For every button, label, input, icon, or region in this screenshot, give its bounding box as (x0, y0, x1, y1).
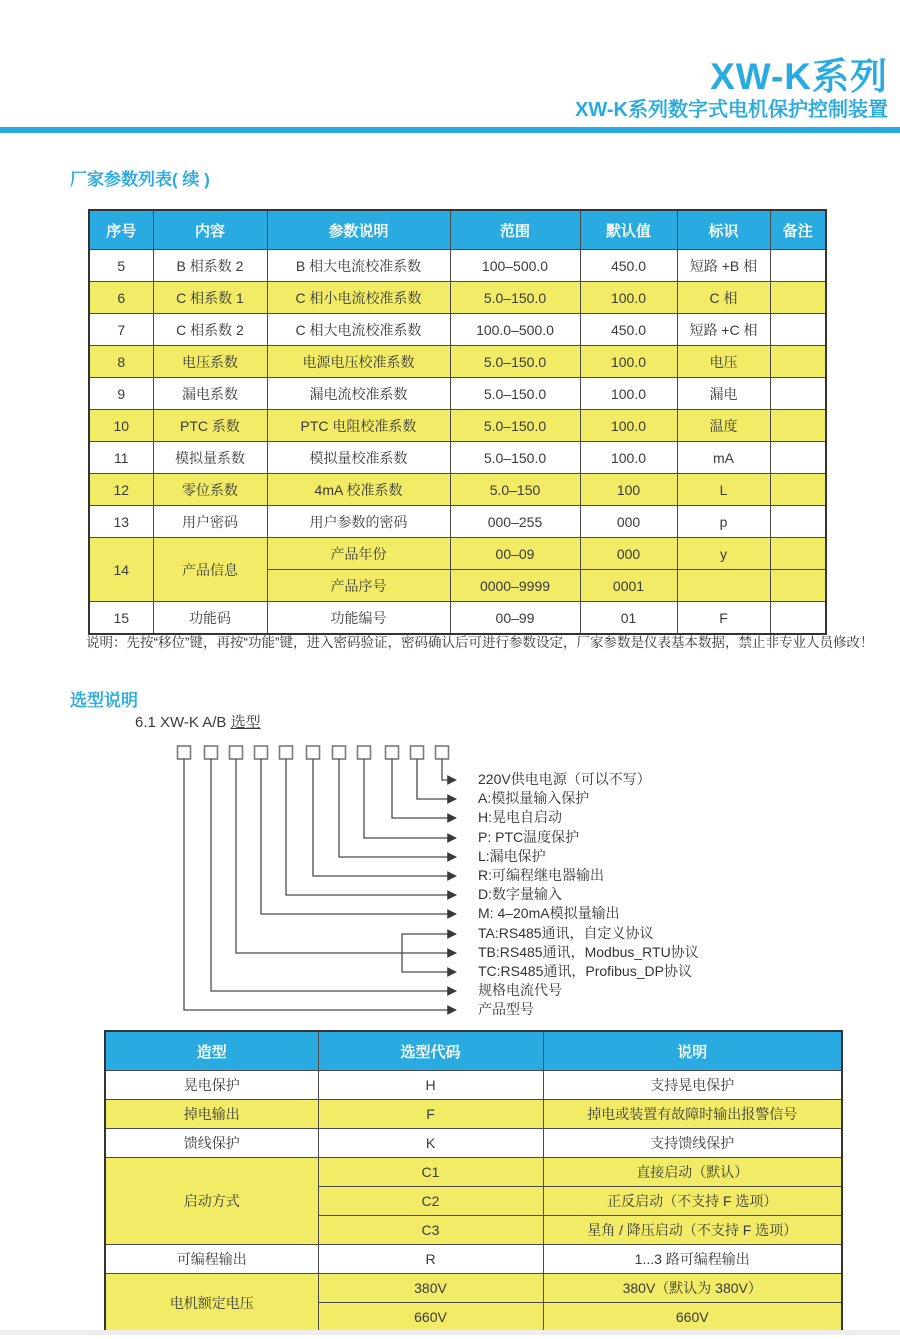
cell-default: 450.0 (580, 314, 677, 346)
page-title: XW-K系列 (710, 56, 888, 97)
cell-default: 100.0 (580, 442, 677, 474)
cell-content: 产品信息 (153, 538, 267, 602)
cell-note (770, 250, 826, 282)
table-row (89, 474, 826, 506)
cell-default: 000 (580, 538, 677, 570)
cell-desc: 直接启动（默认） (543, 1158, 842, 1187)
cell-desc: 产品年份 (267, 538, 450, 570)
cell-mark: 电压 (677, 346, 770, 378)
cell-default: 100.0 (580, 282, 677, 314)
cell-note (770, 474, 826, 506)
cell-no: 10 (89, 410, 153, 442)
cell-mark: 短路 +B 相 (677, 250, 770, 282)
code-label-restart: H:晃电自启动 (478, 809, 562, 826)
cell-mark: mA (677, 442, 770, 474)
table-row (89, 282, 826, 314)
cell-mark: C 相 (677, 282, 770, 314)
table-row (89, 250, 826, 282)
table-row-voltage-380 (105, 1274, 842, 1303)
table-row (105, 1100, 842, 1129)
cell-desc: 4mA 校准系数 (267, 474, 450, 506)
cell-no: 6 (89, 282, 153, 314)
table-header-row (89, 210, 826, 250)
cell-code: C2 (318, 1187, 543, 1216)
cell-range: 00–99 (450, 602, 580, 635)
code-label-analog-in: A:模拟量输入保护 (478, 790, 590, 807)
col-header-no: 序号 (89, 210, 153, 250)
table-header-row (105, 1031, 842, 1071)
cell-note (770, 282, 826, 314)
cell-no: 7 (89, 314, 153, 346)
cell-no: 8 (89, 346, 153, 378)
cell-mark: 漏电 (677, 378, 770, 410)
cell-code: C1 (318, 1158, 543, 1187)
cell-note (770, 346, 826, 378)
cell-content: C 相系数 2 (153, 314, 267, 346)
cell-note (770, 314, 826, 346)
cell-type: 馈线保护 (105, 1129, 318, 1158)
cell-desc: 模拟量校准系数 (267, 442, 450, 474)
cell-mark (677, 570, 770, 602)
cell-note (770, 442, 826, 474)
cell-note (770, 410, 826, 442)
subsection-underlined: 选型 (230, 714, 261, 731)
col-header-content: 内容 (153, 210, 267, 250)
cell-desc: 用户参数的密码 (267, 506, 450, 538)
cell-desc: 正反启动（不支持 F 选项） (543, 1187, 842, 1216)
table-row-start-c1 (105, 1158, 842, 1187)
cell-content: 模拟量系数 (153, 442, 267, 474)
code-label-power: 220V供电电源（可以不写） (478, 771, 651, 787)
col-header-desc: 参数说明 (267, 210, 450, 250)
cell-desc: 支持晃电保护 (543, 1071, 842, 1100)
cell-default: 450.0 (580, 250, 677, 282)
factory-params-table (88, 209, 827, 635)
cell-code: H (318, 1071, 543, 1100)
ordering-code-labels (478, 770, 699, 1019)
cell-code: C3 (318, 1216, 543, 1245)
cell-no: 15 (89, 602, 153, 635)
cell-desc: C 相小电流校准系数 (267, 282, 450, 314)
cell-default: 100.0 (580, 378, 677, 410)
cell-code: F (318, 1100, 543, 1129)
code-label-ptc: P: PTC温度保护 (478, 828, 580, 845)
cell-mark: F (677, 602, 770, 635)
cell-mark: 短路 +C 相 (677, 314, 770, 346)
cell-desc: 660V (543, 1303, 842, 1333)
col-header-range: 范围 (450, 210, 580, 250)
cell-range: 5.0–150 (450, 474, 580, 506)
table-row (105, 1245, 842, 1274)
table-row (89, 506, 826, 538)
col-header-desc: 说明 (543, 1031, 842, 1071)
cell-desc: 掉电或装置有故障时输出报警信号 (543, 1100, 842, 1129)
table-row (89, 442, 826, 474)
subsection-title (135, 711, 261, 732)
col-header-type: 造型 (105, 1031, 318, 1071)
table-footnote: 说明：先按“移位”键，再按“功能”键，进入密码验证，密码确认后可进行参数设定，厂家参数是仪表基本数据，禁止非专业人员修改！ (86, 635, 874, 650)
code-label-digital-in: D:数字量输入 (478, 886, 562, 903)
cell-range: 00–09 (450, 538, 580, 570)
code-label-current-code: 规格电流代号 (478, 982, 562, 999)
code-lines (184, 759, 456, 1010)
cell-range: 000–255 (450, 506, 580, 538)
cell-desc: 功能编号 (267, 602, 450, 635)
cell-default: 01 (580, 602, 677, 635)
section-title-selection: 选型说明 (70, 691, 138, 710)
cell-no: 9 (89, 378, 153, 410)
cell-range: 5.0–150.0 (450, 410, 580, 442)
cell-code: 380V (318, 1274, 543, 1303)
cell-no: 14 (89, 538, 153, 602)
cell-range: 5.0–150.0 (450, 346, 580, 378)
code-label-leakage: L:漏电保护 (478, 847, 546, 864)
cell-note (770, 506, 826, 538)
cell-default: 100.0 (580, 346, 677, 378)
cell-type: 掉电输出 (105, 1100, 318, 1129)
cell-content: B 相系数 2 (153, 250, 267, 282)
code-boxes (178, 746, 449, 759)
cell-mark: L (677, 474, 770, 506)
code-label-tc-protocol: TC:RS485通讯，Profibus_DP协议 (478, 962, 692, 979)
cell-code: 660V (318, 1303, 543, 1333)
cell-content: 漏电系数 (153, 378, 267, 410)
cell-no: 12 (89, 474, 153, 506)
cell-range: 0000–9999 (450, 570, 580, 602)
col-header-note: 备注 (770, 210, 826, 250)
cell-content: PTC 系数 (153, 410, 267, 442)
code-label-analog-out: M: 4–20mA模拟量输出 (478, 905, 620, 922)
cell-desc: 漏电流校准系数 (267, 378, 450, 410)
cell-content: 电压系数 (153, 346, 267, 378)
code-label-model: 产品型号 (478, 1001, 534, 1018)
cell-desc: 电源电压校准系数 (267, 346, 450, 378)
cell-desc: 产品序号 (267, 570, 450, 602)
cell-default: 100.0 (580, 410, 677, 442)
header-rule (0, 127, 900, 133)
cell-default: 0001 (580, 570, 677, 602)
cell-note (770, 378, 826, 410)
cell-desc: 1...3 路可编程输出 (543, 1245, 842, 1274)
table-row-product-info-year (89, 538, 826, 570)
table-row (89, 602, 826, 635)
table-row (89, 314, 826, 346)
code-label-tb-protocol: TB:RS485通讯，Modbus_RTU协议 (478, 943, 699, 960)
cell-desc: PTC 电阻校准系数 (267, 410, 450, 442)
cell-range: 5.0–150.0 (450, 442, 580, 474)
table-row (89, 346, 826, 378)
table-row (89, 378, 826, 410)
cell-desc: C 相大电流校准系数 (267, 314, 450, 346)
cell-default: 100 (580, 474, 677, 506)
code-label-relay-out: R:可编程继电器输出 (478, 866, 604, 883)
cell-mark: p (677, 506, 770, 538)
table-row (105, 1071, 842, 1100)
cell-no: 11 (89, 442, 153, 474)
cell-type: 可编程输出 (105, 1245, 318, 1274)
cell-content: 功能码 (153, 602, 267, 635)
cell-default: 000 (580, 506, 677, 538)
ordering-code-diagram (0, 740, 900, 1025)
cell-note (770, 538, 826, 570)
cell-desc: B 相大电流校准系数 (267, 250, 450, 282)
col-header-default: 默认值 (580, 210, 677, 250)
cell-content: 零位系数 (153, 474, 267, 506)
cell-range: 100–500.0 (450, 250, 580, 282)
cell-type: 晃电保护 (105, 1071, 318, 1100)
cell-desc: 380V（默认为 380V） (543, 1274, 842, 1303)
cell-note (770, 602, 826, 635)
code-label-ta-protocol: TA:RS485通讯，自定义协议 (478, 924, 654, 941)
cell-no: 13 (89, 506, 153, 538)
selection-table (104, 1030, 843, 1333)
cell-range: 100.0–500.0 (450, 314, 580, 346)
table-row (89, 410, 826, 442)
subsection-prefix: 6.1 XW-K A/B (135, 714, 231, 731)
cell-content: 用户密码 (153, 506, 267, 538)
cell-range: 5.0–150.0 (450, 282, 580, 314)
cell-desc: 星角 / 降压启动（不支持 F 选项） (543, 1216, 842, 1245)
cell-type: 启动方式 (105, 1158, 318, 1245)
col-header-mark: 标识 (677, 210, 770, 250)
cell-mark: y (677, 538, 770, 570)
cell-range: 5.0–150.0 (450, 378, 580, 410)
cell-code: R (318, 1245, 543, 1274)
cell-note (770, 570, 826, 602)
header (575, 56, 888, 122)
cell-type: 电机额定电压 (105, 1274, 318, 1333)
table-row (105, 1129, 842, 1158)
page-bottom-edge (0, 1330, 900, 1335)
cell-mark: 温度 (677, 410, 770, 442)
cell-content: C 相系数 1 (153, 282, 267, 314)
col-header-code: 选型代码 (318, 1031, 543, 1071)
section-title-factory-params: 厂家参数列表( 续 ) (70, 170, 210, 189)
page-subtitle: XW-K系列数字式电机保护控制装置 (575, 99, 888, 121)
cell-no: 5 (89, 250, 153, 282)
cell-code: K (318, 1129, 543, 1158)
cell-desc: 支持馈线保护 (543, 1129, 842, 1158)
